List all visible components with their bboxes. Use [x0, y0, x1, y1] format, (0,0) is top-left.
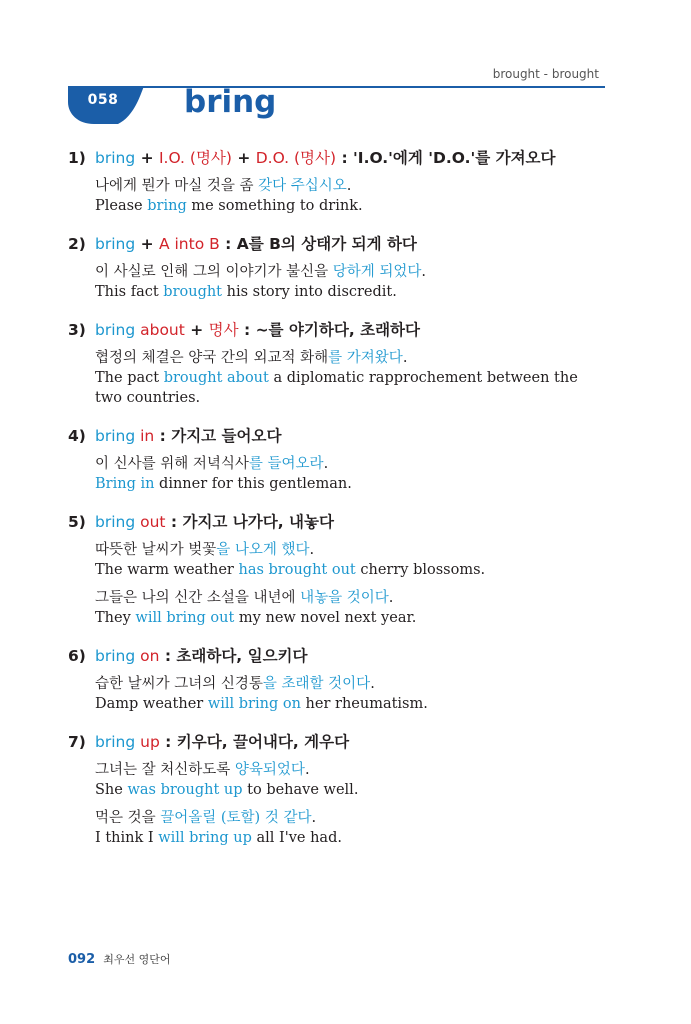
english-segment: The warm weather	[95, 562, 239, 578]
page-footer	[68, 951, 171, 967]
korean-segment: .	[370, 676, 375, 692]
pattern-segment: : 키우다, 끌어내다, 게우다	[159, 733, 350, 751]
example	[95, 760, 608, 800]
entry-item	[68, 233, 608, 302]
pattern-segment: : ~를 야기하다, 초래하다	[238, 321, 420, 339]
pattern-segment: : 'I.O.'에게 'D.O.'를 가져오다	[336, 149, 556, 167]
korean-segment: 따뜻한 날씨가 벚꽃	[95, 542, 217, 558]
entry-number-label: 4)	[68, 427, 86, 445]
entries-list	[68, 147, 608, 865]
pattern-segment: 명사	[208, 321, 239, 339]
english-sentence	[95, 368, 608, 408]
pattern-segment: : 가지고 들어오다	[154, 427, 282, 445]
korean-sentence	[95, 454, 608, 474]
korean-segment: 습한 날씨가 그녀의 신경통	[95, 676, 263, 692]
english-segment: will bring up	[158, 830, 252, 846]
korean-segment: 이 신사를 위해 저녁식사	[95, 456, 249, 472]
page-number: 092	[68, 952, 96, 967]
korean-sentence	[95, 262, 608, 282]
korean-segment: .	[304, 762, 310, 778]
pattern-segment: : 초래하다, 일으키다	[159, 647, 308, 665]
korean-sentence	[95, 588, 608, 608]
entry-pattern	[68, 645, 608, 667]
entry-item	[68, 511, 608, 628]
korean-sentence	[95, 808, 608, 828]
english-segment: all I've had.	[251, 830, 342, 846]
korean-segment: .	[421, 264, 427, 280]
korean-segment: 갖다 주십시오	[258, 178, 347, 194]
korean-segment: 내놓을 것이다	[300, 590, 389, 606]
english-segment: to behave well.	[242, 782, 359, 798]
english-segment: Bring in	[95, 476, 155, 492]
pattern-segment: : 가지고 나가다, 내놓다	[165, 513, 334, 531]
pattern-segment: bring	[95, 513, 136, 531]
entry-number-label: 2)	[68, 235, 86, 253]
english-segment: They	[95, 610, 136, 626]
korean-segment: 를 가져왔다	[328, 350, 403, 366]
entry-item	[68, 731, 608, 848]
example	[95, 262, 608, 302]
pattern-segment: bring	[95, 647, 136, 665]
english-segment: dinner for this gentleman.	[154, 476, 352, 492]
english-sentence	[95, 560, 608, 580]
english-sentence	[95, 694, 608, 714]
entry-pattern	[68, 233, 608, 255]
english-segment: brought about	[163, 370, 269, 386]
pattern-segment: in	[135, 427, 155, 445]
english-segment: cherry blossoms.	[355, 562, 486, 578]
korean-sentence	[95, 674, 608, 694]
headword: bring	[184, 84, 277, 120]
pattern-segment: +	[231, 149, 256, 167]
pattern-segment: D.O. (명사)	[255, 149, 337, 167]
english-segment: I think I	[95, 830, 159, 846]
english-segment: brought	[163, 284, 223, 300]
verb-forms: brought - brought	[492, 67, 599, 81]
pattern-segment: A into B	[158, 235, 220, 253]
entry-pattern	[68, 147, 608, 169]
english-segment: has brought out	[238, 562, 356, 578]
english-sentence	[95, 282, 608, 302]
english-sentence	[95, 608, 608, 628]
korean-segment: 먹은 것을	[95, 810, 161, 826]
pattern-segment: up	[135, 733, 160, 751]
entry-pattern	[68, 731, 608, 753]
pattern-segment: bring	[95, 235, 136, 253]
english-segment: will bring on	[207, 696, 301, 712]
korean-segment: .	[311, 810, 317, 826]
entry-number-label: 5)	[68, 513, 86, 531]
english-segment: will bring out	[135, 610, 235, 626]
pattern-segment: : A를 B의 상태가 되게 하다	[219, 235, 417, 253]
entry-number-label: 7)	[68, 733, 86, 751]
korean-sentence	[95, 760, 608, 780]
korean-segment: 그들은 나의 신간 소설을 내년에	[95, 590, 301, 606]
korean-segment: .	[346, 178, 352, 194]
english-segment: a diplomatic rapprochement between the two countries.	[95, 370, 578, 406]
korean-segment: 를 들여오라	[248, 456, 324, 472]
korean-segment: 그녀는 잘 처신하도록	[95, 762, 235, 778]
pattern-segment: out	[135, 513, 166, 531]
entry-number-label: 3)	[68, 321, 86, 339]
korean-segment: 을 나오게 했다	[216, 542, 310, 558]
pattern-segment: bring	[95, 733, 136, 751]
example	[95, 674, 608, 714]
pattern-segment: bring	[95, 149, 136, 167]
entry-item	[68, 147, 608, 216]
example	[95, 454, 608, 494]
english-segment: was brought up	[127, 782, 243, 798]
pattern-segment: bring	[95, 321, 136, 339]
english-segment: She	[95, 782, 128, 798]
korean-sentence	[95, 540, 608, 560]
korean-segment: 양육되었다	[234, 762, 305, 778]
entry-number: 058	[87, 92, 119, 108]
example	[95, 588, 608, 628]
book-title: 최우선 영단어	[103, 953, 171, 966]
korean-segment: 나에게 뭔가 마실 것을 좀	[95, 178, 259, 194]
korean-segment: 끌어올릴 (토할) 것 같다	[160, 810, 312, 826]
entry-pattern	[68, 425, 608, 447]
english-sentence	[95, 780, 608, 800]
english-segment: her rheumatism.	[300, 696, 428, 712]
example	[95, 808, 608, 848]
pattern-segment: +	[135, 149, 159, 167]
korean-segment: .	[309, 542, 315, 558]
entry-badge	[68, 86, 144, 124]
korean-sentence	[95, 348, 608, 368]
korean-segment: .	[388, 590, 394, 606]
english-segment: Damp weather	[95, 696, 208, 712]
korean-segment: 협정의 체결은 양국 간의 외교적 화해	[95, 350, 329, 366]
english-segment: Please	[95, 198, 148, 214]
english-segment: me something to drink.	[186, 198, 363, 214]
pattern-segment: +	[184, 321, 209, 339]
example	[95, 540, 608, 580]
english-segment: my new novel next year.	[234, 610, 417, 626]
pattern-segment: I.O. (명사)	[158, 149, 232, 167]
entry-item	[68, 425, 608, 494]
english-sentence	[95, 828, 608, 848]
pattern-segment: about	[135, 321, 185, 339]
english-sentence	[95, 474, 608, 494]
entry-item	[68, 645, 608, 714]
entry-number-label: 1)	[68, 149, 86, 167]
korean-segment: .	[323, 456, 329, 472]
entry-pattern	[68, 511, 608, 533]
korean-segment: 이 사실로 인해 그의 이야기가 불신을	[95, 264, 333, 280]
english-segment: This fact	[95, 284, 164, 300]
example	[95, 176, 608, 216]
english-sentence	[95, 196, 608, 216]
entry-item	[68, 319, 608, 408]
korean-sentence	[95, 176, 608, 196]
header-rule	[68, 86, 605, 88]
entry-pattern	[68, 319, 608, 341]
korean-segment: 당하게 되었다	[332, 264, 422, 280]
pattern-segment: bring	[95, 427, 136, 445]
english-segment: The pact	[95, 370, 164, 386]
example	[95, 348, 608, 408]
pattern-segment: on	[135, 647, 160, 665]
english-segment: bring	[147, 198, 187, 214]
korean-segment: .	[402, 350, 408, 366]
entry-number-label: 6)	[68, 647, 86, 665]
korean-segment: 을 초래할 것이다	[262, 676, 371, 692]
english-segment: his story into discredit.	[222, 284, 397, 300]
pattern-segment: +	[135, 235, 159, 253]
